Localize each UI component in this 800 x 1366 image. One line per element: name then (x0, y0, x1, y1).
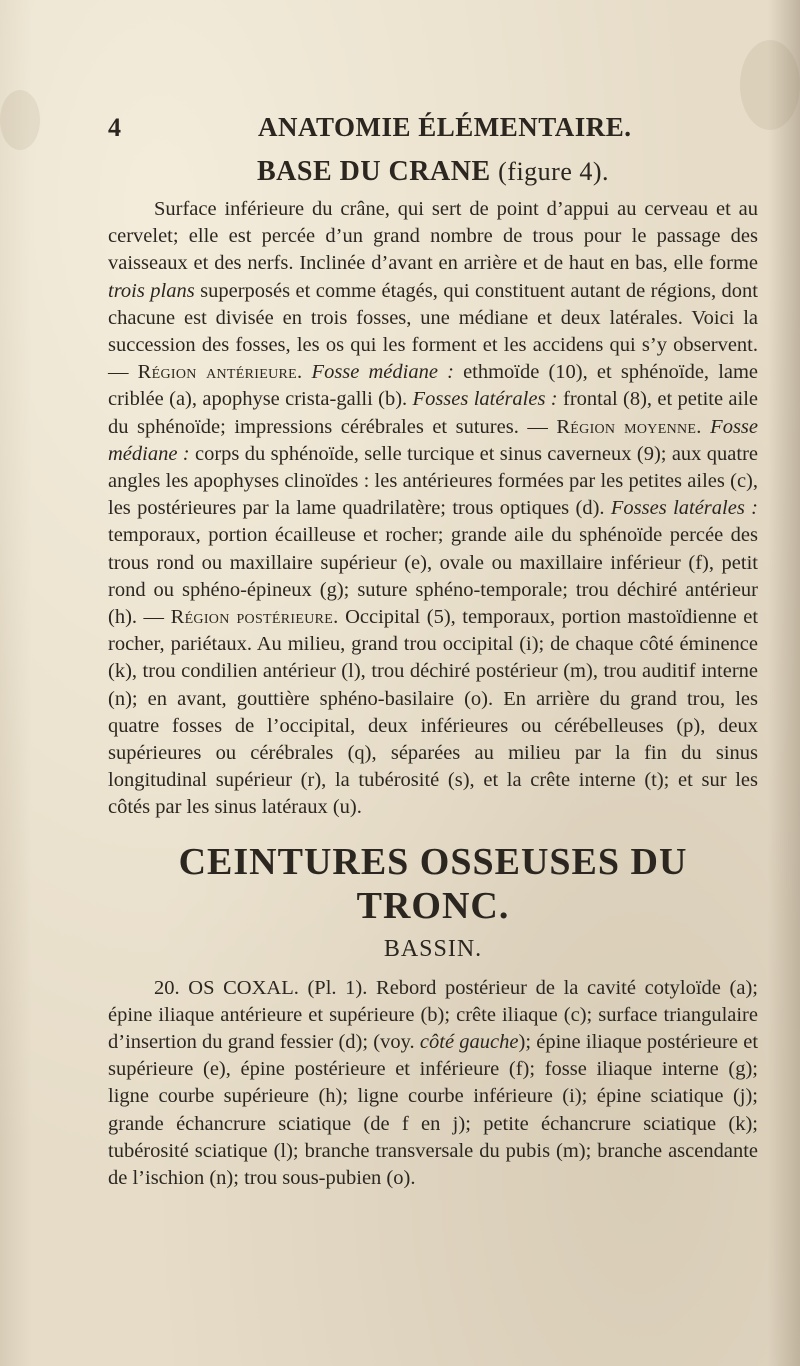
paragraph-base-du-crane: Surface inférieure du crâne, qui sert de point d’appui au cerveau et au cervelet; elle est percée d’un grand nombre de trous pour le passage des vaisseaux et des nerfs. Inclinée d’avant en arrière et de haut en bas, elle forme trois plans superposés et comme étagés, qui constituent autant de régions, dont chacune est divisée en trois fosses, une médiane et deux latérales. Voici la succession des fosses, les os qui les forment et les accidens qui s’y observent. — Région antérieure. Fosse médiane : ethmoïde (10), et sphénoïde, lame criblée (a), apophyse crista-galli (b). Fosses latérales : frontal (8), et petite aile du sphénoïde; impressions cérébrales et sutures. — Région moyenne. Fosse médiane : corps du sphénoïde, selle turcique et sinus caverneux (9); aux quatre angles les apophyses clinoïdes : les antérieures formées par les petites ailes (c), les postérieures par la lame quadrilatère; trous optiques (d). Fosses latérales : temporaux, portion écailleuse et rocher; grande aile du sphénoïde percée des trous rond ou maxillaire supérieur (e), ovale ou maxillaire inférieur (f), petit rond ou sphéno-épineux (g); suture sphéno-temporale; trou déchiré antérieur (h). — Région postérieure. Occipital (5), temporaux, portion mastoïdienne et rocher, pariétaux. Au milieu, grand trou occipital (i); de chaque côté éminence (k), trou condilien antérieur (l), trou déchiré postérieur (m), trou auditif interne (n); en avant, gouttière sphéno-basilaire (o). En arrière du grand trou, les quatre fosses de l’occipital, deux inférieures ou cérébelleuses (p), deux supérieures ou cérébrales (q), séparées au milieu par la fin du sinus longitudinal supérieur (r), la tubérosité (s), et la crête interne (t); et sur les côtés par les sinus latéraux (u). (108, 198, 759, 819)
region-anterieure-label: Région antérieure. (137, 361, 303, 384)
page-number: 4 (108, 113, 121, 142)
paragraph-os-coxal: 20. OS COXAL. (Pl. 1). Rebord postérieur de la cavité cotyloïde (a); épine iliaque antérieure et supérieure (b); crête iliaque (c); surface triangulaire d’insertion du grand fessier (d); (voy. côté gauche); épine iliaque postérieure et supérieure (e), épine postérieure et inférieure (f); fosse iliaque interne (g); ligne courbe supérieure (h); ligne courbe inférieure (i); épine sciatique (j); grande échancrure sciatique (de f en j); petite échancrure sciatique (k); tubérosité sciatique (l); branche transversale du pubis (m); branche ascendante de l’ischion (n); trou sous-pubien (o). (108, 976, 759, 1190)
heading-ceintures-osseuses: CEINTURES OSSEUSES DU TRONC. (178, 840, 688, 927)
figure-reference: (figure 4). (498, 157, 610, 186)
running-head (108, 112, 758, 152)
os-coxal-lead: 20. OS COXAL. (Pl. 1). (154, 976, 368, 999)
region-posterieure-label: Région postérieure. (170, 606, 339, 629)
running-title: ANATOMIE ÉLÉMENTAIRE. (258, 112, 632, 142)
heading-bassin: BASSIN. (383, 935, 483, 962)
page-content (108, 112, 758, 1192)
section-title-base-du-crane (108, 156, 758, 188)
paper-stain (0, 90, 40, 150)
region-moyenne-label: Région moyenne. (556, 415, 702, 438)
section-title-text: BASE DU CRANE (256, 156, 491, 187)
